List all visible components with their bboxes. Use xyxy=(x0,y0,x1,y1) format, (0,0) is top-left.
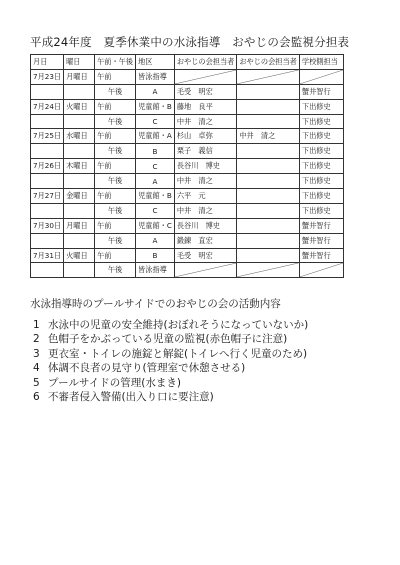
activity-number: 5 xyxy=(33,376,40,389)
cell-date: 7月25日 xyxy=(31,129,64,144)
list-item xyxy=(33,318,308,332)
cell-district: 皆泳指導 xyxy=(136,263,175,278)
cell-ampm: 午前 xyxy=(95,189,136,204)
cell-weekday xyxy=(64,263,95,278)
activities-list xyxy=(33,318,308,404)
list-item xyxy=(33,361,308,375)
cell-district: B xyxy=(136,144,175,159)
cell-date xyxy=(31,233,64,248)
cell-weekday: 月曜日 xyxy=(64,69,95,84)
cell-ampm: 午後 xyxy=(95,144,136,159)
cell-weekday xyxy=(64,174,95,189)
list-item xyxy=(33,332,308,346)
cell-district: 児童館・B xyxy=(136,99,175,114)
cell-district: 児童館・C xyxy=(136,218,175,233)
cell-weekday: 木曜日 xyxy=(64,159,95,174)
cell-district: B xyxy=(136,248,175,263)
cell-weekday: 火曜日 xyxy=(64,99,95,114)
cell-father-2 xyxy=(237,233,300,248)
cell-school-staff: 下出修史 xyxy=(299,99,343,114)
cell-district: A xyxy=(136,174,175,189)
diagonal-line xyxy=(175,70,237,84)
cell-father-1: 毛受 明宏 xyxy=(174,248,237,263)
cell-weekday: 火曜日 xyxy=(64,248,95,263)
table-row xyxy=(31,129,344,144)
cell-weekday xyxy=(64,84,95,99)
cell-father-1: 杉山 卓弥 xyxy=(174,129,237,144)
cell-date xyxy=(31,174,64,189)
cell-weekday xyxy=(64,203,95,218)
diagonal-line xyxy=(175,263,237,277)
activity-text: 不審者侵入警備(出入り口に要注意) xyxy=(48,391,214,404)
cell-date xyxy=(31,203,64,218)
header-school-staff: 学校側担当 xyxy=(299,55,343,70)
table-row xyxy=(31,84,344,99)
cell-district: 児童館・A xyxy=(136,129,175,144)
cell-father-2 xyxy=(237,218,300,233)
header-date: 月日 xyxy=(31,55,64,70)
cell-district: C xyxy=(136,159,175,174)
cell-ampm: 午後 xyxy=(95,114,136,129)
diagonal-line xyxy=(237,70,299,84)
list-item xyxy=(33,347,308,361)
cell-father-1: 栗子 義信 xyxy=(174,144,237,159)
header-weekday: 曜日 xyxy=(64,55,95,70)
cell-crossed-out xyxy=(174,69,237,84)
cell-weekday: 月曜日 xyxy=(64,218,95,233)
header-father-1: おやじの会担当者 xyxy=(174,55,237,70)
activity-number: 3 xyxy=(33,347,40,360)
cell-date: 7月30日 xyxy=(31,218,64,233)
cell-ampm: 午後 xyxy=(95,203,136,218)
cell-ampm: 午後 xyxy=(95,84,136,99)
activity-text: 更衣室・トイレの施錠と解錠(トイレへ行く児童のため) xyxy=(48,347,308,360)
cell-weekday: 水曜日 xyxy=(64,129,95,144)
cell-ampm: 午後 xyxy=(95,174,136,189)
cell-father-2 xyxy=(237,84,300,99)
cell-date xyxy=(31,114,64,129)
cell-ampm: 午後 xyxy=(95,233,136,248)
cell-school-staff: 下出修史 xyxy=(299,189,343,204)
table-header-row xyxy=(31,55,344,70)
diagonal-line xyxy=(300,70,343,84)
cell-date: 7月27日 xyxy=(31,189,64,204)
cell-school-staff: 蟹井智行 xyxy=(299,233,343,248)
cell-school-staff: 蟹井智行 xyxy=(299,84,343,99)
activities-title: 水泳指導時のプールサイドでのおやじの会の活動内容 xyxy=(30,298,281,310)
cell-school-staff: 下出修史 xyxy=(299,159,343,174)
table-row xyxy=(31,99,344,114)
header-district: 地区 xyxy=(136,55,175,70)
cell-school-staff: 下出修史 xyxy=(299,174,343,189)
header-ampm: 午前・午後 xyxy=(95,55,136,70)
cell-ampm: 午前 xyxy=(95,69,136,84)
table-row xyxy=(31,263,344,278)
cell-father-2 xyxy=(237,174,300,189)
cell-date: 7月26日 xyxy=(31,159,64,174)
activity-number: 4 xyxy=(33,362,40,375)
cell-district: A xyxy=(136,233,175,248)
diagonal-line xyxy=(300,263,343,277)
cell-ampm: 午後 xyxy=(95,263,136,278)
activity-number: 6 xyxy=(33,391,40,404)
activity-text: 体調不良者の見守り(管理室で休憩させる) xyxy=(48,362,246,375)
cell-father-1: 長谷川 博史 xyxy=(174,159,237,174)
cell-district: C xyxy=(136,203,175,218)
header-father-2: おやじの会担当者 xyxy=(237,55,300,70)
table-row xyxy=(31,159,344,174)
cell-weekday xyxy=(64,114,95,129)
cell-date xyxy=(31,84,64,99)
table-row xyxy=(31,248,344,263)
cell-district: C xyxy=(136,114,175,129)
cell-ampm: 午前 xyxy=(95,129,136,144)
cell-weekday xyxy=(64,233,95,248)
activity-text: 色帽子をかぶっている児童の監視(赤色帽子に注意) xyxy=(48,333,288,346)
cell-weekday: 金曜日 xyxy=(64,189,95,204)
cell-date: 7月31日 xyxy=(31,248,64,263)
cell-father-2 xyxy=(237,159,300,174)
table-row xyxy=(31,189,344,204)
activity-number: 2 xyxy=(33,333,40,346)
cell-district: A xyxy=(136,84,175,99)
cell-father-2 xyxy=(237,144,300,159)
cell-father-2 xyxy=(237,248,300,263)
cell-crossed-out xyxy=(299,263,343,278)
list-item xyxy=(33,376,308,390)
activity-text: プールサイドの管理(水まき) xyxy=(48,376,181,389)
table-row xyxy=(31,174,344,189)
cell-father-2 xyxy=(237,189,300,204)
table-row xyxy=(31,69,344,84)
cell-crossed-out xyxy=(299,69,343,84)
table-row xyxy=(31,233,344,248)
table-row xyxy=(31,114,344,129)
cell-father-1: 毛受 明宏 xyxy=(174,84,237,99)
table-row xyxy=(31,144,344,159)
document-title: 平成24年度 夏季休業中の水泳指導 おやじの会監視分担表 xyxy=(30,35,350,49)
diagonal-line xyxy=(237,263,299,277)
cell-ampm: 午前 xyxy=(95,159,136,174)
cell-father-2: 中井 清之 xyxy=(237,129,300,144)
cell-crossed-out xyxy=(237,263,300,278)
cell-school-staff: 蟹井智行 xyxy=(299,248,343,263)
cell-school-staff: 下出修史 xyxy=(299,144,343,159)
cell-father-1: 鍛錬 直宏 xyxy=(174,233,237,248)
cell-school-staff: 下出修史 xyxy=(299,114,343,129)
cell-ampm: 午前 xyxy=(95,99,136,114)
cell-date: 7月24日 xyxy=(31,99,64,114)
cell-father-2 xyxy=(237,203,300,218)
table-row xyxy=(31,218,344,233)
table-row xyxy=(31,203,344,218)
cell-date xyxy=(31,144,64,159)
cell-ampm: 午前 xyxy=(95,218,136,233)
cell-father-2 xyxy=(237,99,300,114)
schedule-table xyxy=(30,54,344,278)
cell-crossed-out xyxy=(237,69,300,84)
cell-father-1: 六平 元 xyxy=(174,189,237,204)
cell-crossed-out xyxy=(174,263,237,278)
cell-father-2 xyxy=(237,114,300,129)
cell-district: 皆泳指導 xyxy=(136,69,175,84)
cell-date xyxy=(31,263,64,278)
cell-school-staff: 下出修史 xyxy=(299,129,343,144)
cell-school-staff: 蟹井智行 xyxy=(299,218,343,233)
activity-number: 1 xyxy=(33,319,40,331)
cell-weekday xyxy=(64,144,95,159)
cell-date: 7月23日 xyxy=(31,69,64,84)
cell-school-staff: 下出修史 xyxy=(299,203,343,218)
cell-father-1: 中井 清之 xyxy=(174,114,237,129)
cell-father-1: 長谷川 博史 xyxy=(174,218,237,233)
list-item xyxy=(33,390,308,404)
cell-father-1: 中井 清之 xyxy=(174,203,237,218)
cell-father-1: 藤地 良平 xyxy=(174,99,237,114)
cell-father-1: 中井 清之 xyxy=(174,174,237,189)
cell-district: 児童館・B xyxy=(136,189,175,204)
cell-ampm: 午前 xyxy=(95,248,136,263)
activity-text: 水泳中の児童の安全維持(おぼれそうになっていないか) xyxy=(48,319,309,331)
